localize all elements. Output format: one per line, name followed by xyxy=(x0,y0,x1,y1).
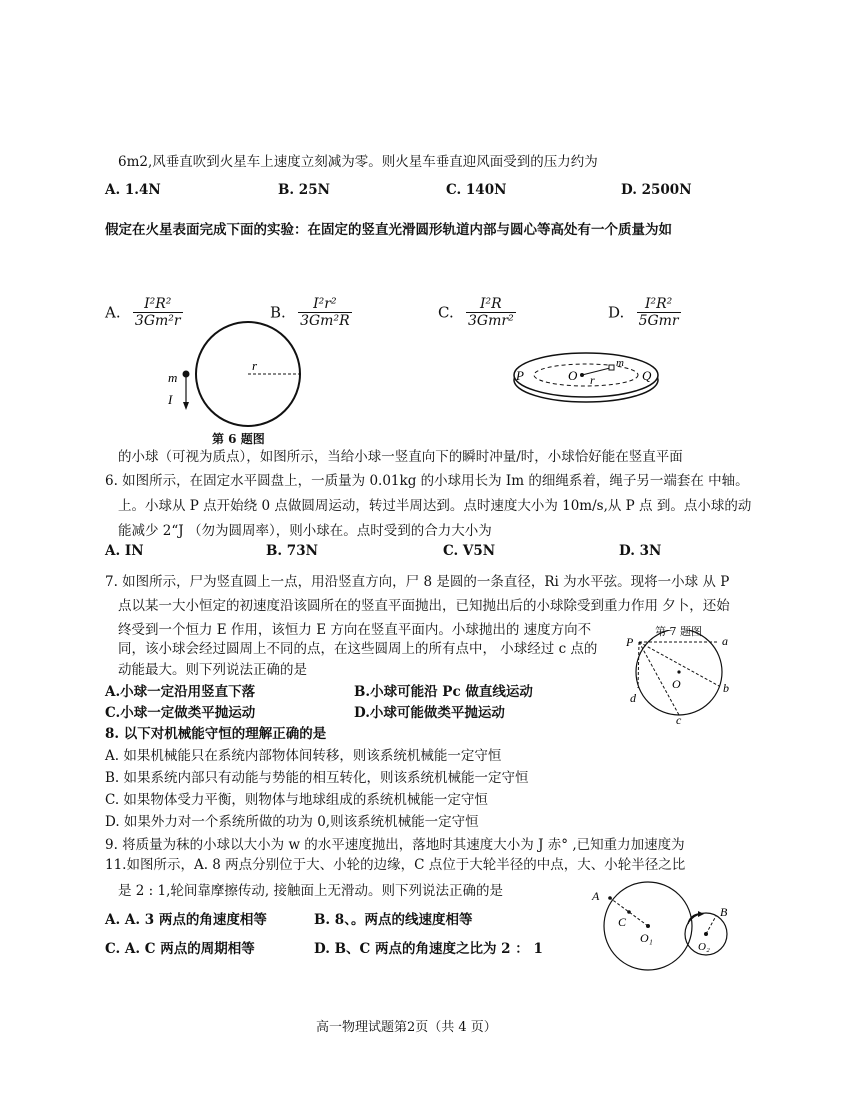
formula-option-d: D. I²R² 5Gmr xyxy=(608,296,679,329)
label-m: m xyxy=(168,370,178,385)
point-A xyxy=(608,896,612,900)
label-O2-fig11: O₂ xyxy=(698,941,710,953)
q6-line-1: 6. 如图所示，在固定水平圆盘上，一质量为 0.01kg 的小球用长为 Im 的细绳系着，绳子另一端套在 中轴。 xyxy=(105,473,749,489)
q5-stem-tail: 6m2,风垂直吹到火星车上速度立刻减为零。则火星车垂直迎风面受到的压力约为 xyxy=(118,154,598,170)
q6-line-2: 上。小球从 P 点开始绕 0 点做圆周运动，转过半周达到。点时速度大小为 10m/s,从 P 点 到。点小球的动 xyxy=(118,498,752,514)
q8-option-d: D. 如果外力对一个系统所做的功为 0,则该系统机械能一定守恒 xyxy=(105,814,479,830)
q7-line-3: 终受到一个恒力 E 作用，该恒力 E 方向在竖直平面内。小球抛出的 速度方向不 xyxy=(118,622,592,638)
label-O-fig7: O xyxy=(672,677,681,691)
formula-option-b: B. $\frac{\text{I²r²}}{\text{3Gm²R}}$ xyxy=(270,296,350,329)
figure-6-caption: 第 6 题图 xyxy=(212,432,265,446)
label-m-disk: m xyxy=(616,357,624,369)
figure-7-caption: 第 7 题图 xyxy=(655,625,702,638)
q11-option-d: D. B、C 两点的角速度之比为 2 ： 1 xyxy=(314,941,543,957)
figure-6-circle xyxy=(160,318,310,428)
label-r-disk: r xyxy=(590,373,595,387)
q6-option-c: C. V5N xyxy=(443,543,496,559)
q5-option-a: A. 1.4N xyxy=(105,182,161,198)
label-d-fig7: d xyxy=(630,691,636,705)
q11-option-c: C. A. C 两点的周期相等 xyxy=(105,941,255,957)
q6-line-3: 能减少 2“J （勿为圆周率），则小球在。点时受到的合力大小为 xyxy=(118,523,492,539)
label-r: r xyxy=(252,358,258,373)
label-a-fig7: a xyxy=(722,634,728,648)
label-C-fig11: C xyxy=(618,915,627,929)
figure-horizontal-disk xyxy=(506,344,666,414)
disk-top-surface xyxy=(514,353,658,397)
q6-option-d: D. 3N xyxy=(619,543,662,559)
chord-Pd xyxy=(638,642,639,688)
label-A-fig11: A xyxy=(592,889,600,903)
q9-stem: 9. 将质量为秣的小球以大小为 w 的水平速度抛出，落地时其速度大小为 J 赤° ,已知重力加速度为 xyxy=(105,837,685,853)
label-Q: Q xyxy=(642,368,652,383)
q6-option-a: A. IN xyxy=(105,543,144,559)
q7-line-1: 7. 如图所示，尸为竖直圆上一点，用沿竖直方向，尸 8 是圆的一条直径，Ri 为水平弦。现将一小球 从 P xyxy=(105,574,730,590)
q7-line-4: 同，该小球会经过圆周上不同的点，在这些圆周上的所有点中， 小球经过 c 点的 xyxy=(118,641,598,657)
formula-option-c: C. I²R 3Gmr² xyxy=(438,296,514,329)
q8-stem: 8. 以下对机械能守恒的理解正确的是 xyxy=(105,726,327,742)
q5-option-c: C. 140N xyxy=(446,182,507,198)
q5-option-d: D. 2500N xyxy=(621,182,692,198)
q11-option-a: A. A. 3 两点的角速度相等 xyxy=(105,912,267,928)
label-b-fig7: b xyxy=(723,681,729,695)
rotation-arrowhead xyxy=(698,911,704,917)
small-ball-line: 的小球（可视为质点），如图所示，当给小球一竖直向下的瞬时冲量/时，小球恰好能在竖直平面 xyxy=(118,449,683,465)
q7-line-5: 动能最大。则下列说法正确的是 xyxy=(118,662,307,678)
q7-option-b: B.小球可能沿 Pc 做直线运动 xyxy=(354,684,533,700)
label-O: O xyxy=(568,368,578,383)
point-C xyxy=(627,910,631,914)
q7-option-a: A.小球一定沿用竖直下落 xyxy=(105,684,256,700)
q8-option-a: A. 如果机械能只在系统内部物体间转移，则该系统机械能一定守恒 xyxy=(105,748,502,764)
q7-line-2: 点以某一大小恒定的初速度沿该圆所在的竖直平面抛出，已知抛出后的小球除受到重力作用 夕卜，还始 xyxy=(118,598,730,614)
q8-option-b: B. 如果系统内部只有动能与势能的相互转化，则该系统机械能一定守恒 xyxy=(105,770,529,786)
label-B-fig11: B xyxy=(720,905,728,919)
q5-option-b: B. 25N xyxy=(278,182,330,198)
label-I: I xyxy=(168,392,173,407)
hypothesis-line: 假定在火星表面完成下面的实验：在固定的竖直光滑圆形轨道内部与圆心等高处有一个质量为如 xyxy=(105,222,672,238)
label-O1-fig11: O₁ xyxy=(640,931,653,945)
ball-m xyxy=(183,371,190,378)
radius-O2-B xyxy=(706,916,716,934)
label-P: P xyxy=(516,368,524,383)
q8-option-c: C. 如果物体受力平衡，则物体与地球组成的系统机械能一定守恒 xyxy=(105,792,488,808)
q11-line-1: 11.如图所示，A. 8 两点分别位于大、小轮的边缘，C 点位于大轮半径的中点，大、小轮半径之比 xyxy=(105,857,686,873)
q11-option-b: B. 8、。两点的线速度相等 xyxy=(314,912,473,928)
ball-m-disk xyxy=(609,365,614,370)
formula-option-a: A. $\frac{\text{I²R²}}{\text{3Gm²r}}$ xyxy=(105,296,181,329)
q7-option-c: C.小球一定做类平抛运动 xyxy=(105,705,256,721)
q7-option-d: D.小球可能做类平抛运动 xyxy=(354,705,505,721)
q6-option-b: B. 73N xyxy=(266,543,318,559)
center-O-dot xyxy=(677,670,680,673)
label-P-fig7: P xyxy=(626,635,634,649)
figure-11-wheels xyxy=(588,880,738,972)
center-O1 xyxy=(646,924,650,928)
page-footer: 高一物理试题第2页（共 4 页） xyxy=(316,1020,497,1035)
figure-7-vertical-circle xyxy=(624,630,744,725)
q11-line-2: 是 2 : 1,轮间靠摩擦传动, 接触面上无滑动。则下列说法正确的是 xyxy=(118,883,503,899)
label-c-fig7: c xyxy=(676,713,682,725)
impulse-arrowhead xyxy=(183,402,189,410)
